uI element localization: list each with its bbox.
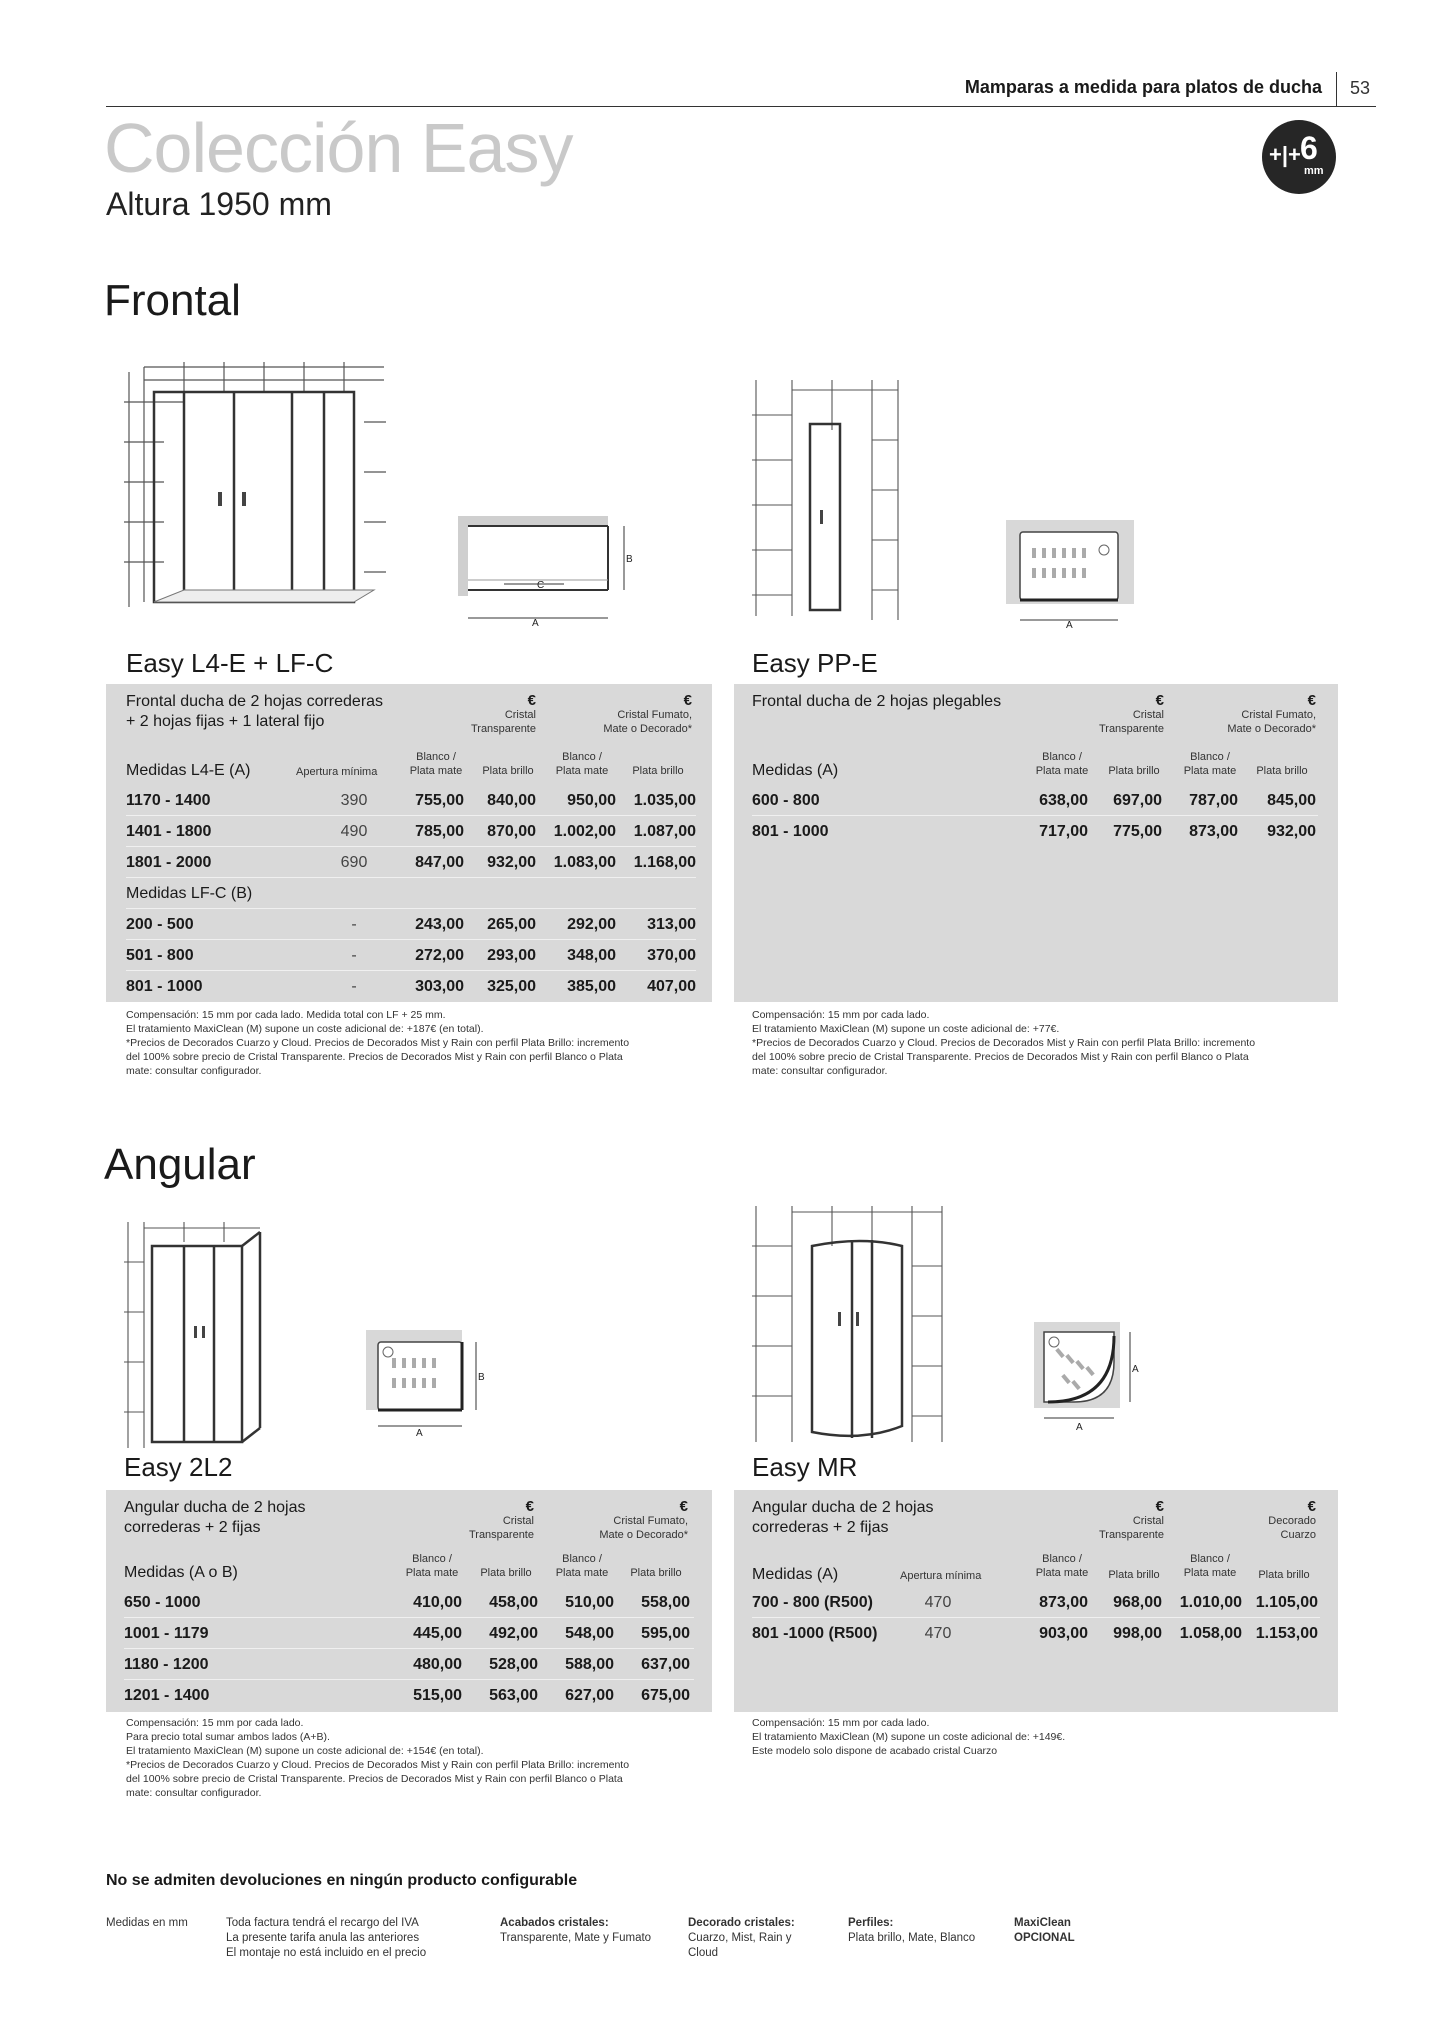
row-medida: 650 - 1000 — [124, 1594, 201, 1611]
row-price: 847,00 — [415, 854, 464, 871]
shower-2l2-illustration — [124, 1222, 264, 1452]
row-price: 697,00 — [1113, 792, 1162, 809]
row-price: 558,00 — [641, 1594, 690, 1611]
note-ppe: Compensación: 15 mm por cada lado. El tratamiento MaxiClean (M) supone un coste adicional de: +77€. *Precios de Decorados Cuarzo y Cloud. Precios de Decorados Mist y Rain con perfil Plata Brillo: incremento del 100% sobre precio de Cristal Transparente. Precios de Decorados Mist y Rain con perfil Blanco o Plata mate: consultar configurador. — [752, 1009, 1256, 1077]
sub-plata-brillo: Plata brillo — [1108, 765, 1160, 777]
sub-plata-brillo: Plata brillo — [1108, 1569, 1160, 1581]
row-price: 1.083,00 — [553, 854, 616, 871]
apertura-header: Apertura mínima — [296, 766, 378, 778]
sub-plata-brillo: Plata brillo — [480, 1567, 532, 1579]
row-price: 243,00 — [415, 916, 464, 933]
row-price: 717,00 — [1039, 823, 1088, 840]
row-price: 845,00 — [1267, 792, 1316, 809]
arrows-icon: +|+ — [1269, 142, 1301, 167]
row-apertura: - — [351, 947, 357, 964]
table-row — [124, 1681, 694, 1711]
shower-mr-illustration — [752, 1206, 946, 1446]
footer-maxiclean-value: OPCIONAL — [1014, 1932, 1075, 1944]
table-row — [126, 848, 696, 878]
sub-plata-brillo: Plata brillo — [1256, 765, 1308, 777]
section-frontal: Frontal — [104, 276, 241, 325]
sub-blanco-plata-mate: Blanco / Plata mate — [1035, 1553, 1089, 1579]
price-table-mr — [734, 1490, 1338, 1712]
row-medida: 801 - 1000 — [126, 978, 203, 995]
sub-blanco-plata-mate: Blanco / Plata mate — [555, 1553, 609, 1579]
row-price: 588,00 — [565, 1656, 614, 1673]
euro-symbol: € — [525, 1498, 534, 1515]
dim-a: A — [1076, 1422, 1083, 1433]
row-price: 1.058,00 — [1179, 1625, 1242, 1642]
footer-maxiclean — [1014, 1916, 1075, 1946]
product-title-ppe: Easy PP-E — [752, 648, 878, 678]
euro-symbol: € — [679, 1498, 688, 1515]
row-price: 480,00 — [413, 1656, 462, 1673]
row-price: 873,00 — [1189, 823, 1238, 840]
shower-ppe-plan — [1006, 520, 1138, 628]
footer-medidas: Medidas en mm — [106, 1917, 188, 1929]
table-row — [752, 1619, 1320, 1649]
col-cristal-fumato: Cristal Fumato, Mate o Decorado* — [599, 1515, 688, 1541]
row-apertura: - — [351, 916, 357, 933]
row-medida: 1001 - 1179 — [124, 1625, 209, 1642]
row-price: 313,00 — [647, 916, 696, 933]
sub-plata-brillo: Plata brillo — [1258, 1569, 1310, 1581]
row-price: 303,00 — [415, 978, 464, 995]
sub-blanco-plata-mate: Blanco / Plata mate — [555, 751, 609, 777]
row-medida: 801 - 1000 — [752, 823, 829, 840]
col-cristal-fumato: Cristal Fumato, Mate o Decorado* — [1227, 709, 1316, 735]
row-medida: 801 -1000 (R500) — [752, 1625, 878, 1642]
footer-acabados-title: Acabados cristales: — [500, 1917, 609, 1929]
footer-decorado-value: Cuarzo, Mist, Rain y Cloud — [688, 1932, 792, 1959]
row-price: 998,00 — [1113, 1625, 1162, 1642]
euro-symbol: € — [527, 692, 536, 709]
header-title: Mamparas a medida para platos de ducha — [964, 77, 1322, 97]
footer-maxiclean-title: MaxiClean — [1014, 1917, 1071, 1929]
sub-blanco-plata-mate: Blanco / Plata mate — [409, 751, 463, 777]
section-angular: Angular — [104, 1140, 256, 1189]
footer-acabados-value: Transparente, Mate y Fumato — [500, 1932, 652, 1944]
row-price: 968,00 — [1113, 1594, 1162, 1611]
sub-blanco-plata-mate: Blanco / Plata mate — [1183, 1553, 1237, 1579]
table-row — [126, 972, 696, 1002]
row-price: 1.153,00 — [1255, 1625, 1318, 1642]
table-description: Frontal ducha de 2 hojas correderas + 2 hojas fijas + 1 lateral fijo — [126, 693, 384, 730]
footer-iva: Toda factura tendrá el recargo del IVA La presente tarifa anula las anteriores El montaje no está incluido en el precio — [226, 1917, 427, 1959]
table-description: Angular ducha de 2 hojas correderas + 2 fijas — [124, 1499, 306, 1536]
row-price: 492,00 — [489, 1625, 538, 1642]
table-row — [752, 786, 1318, 816]
table-row — [126, 786, 696, 816]
dim-a: A — [1132, 1364, 1139, 1375]
row-apertura: 490 — [340, 823, 368, 840]
header-separator — [1336, 72, 1337, 106]
row-price: 410,00 — [413, 1594, 462, 1611]
footer-decorado-title: Decorado cristales: — [688, 1917, 795, 1929]
row-medida: 1170 - 1400 — [126, 792, 211, 809]
row-price: 445,00 — [413, 1625, 462, 1642]
row-apertura: 470 — [924, 1594, 952, 1611]
sub-blanco-plata-mate: Blanco / Plata mate — [1035, 751, 1089, 777]
note-2l2: Compensación: 15 mm por cada lado. Para precio total sumar ambos lados (A+B). El tratamiento MaxiClean (M) supone un coste adicional de: +154€ (en total). *Precios de Decorados Cuarzo y Cloud. Precios de Decorados Mist y Rain con perfil Plata Brillo: incremento del 100% sobre precio de Cristal Transparente. Precios de Decorados Mist y Rain con perfil Blanco o Plata mate: consultar configurador. — [126, 1717, 630, 1799]
product-title-mr: Easy MR — [752, 1452, 858, 1482]
no-returns-warning: No se admiten devoluciones en ningún producto configurable — [106, 1872, 578, 1889]
row-price: 870,00 — [487, 823, 536, 840]
euro-symbol: € — [1307, 692, 1316, 709]
collection-title: Colección Easy — [104, 109, 573, 187]
row-price: 787,00 — [1189, 792, 1238, 809]
table-row — [126, 879, 696, 909]
row-price: 272,00 — [415, 947, 464, 964]
euro-symbol: € — [1155, 1498, 1164, 1515]
row-price: 775,00 — [1113, 823, 1162, 840]
row-price: 932,00 — [1267, 823, 1316, 840]
row-price: 637,00 — [641, 1656, 690, 1673]
table-row — [124, 1619, 694, 1649]
price-table-l4e — [106, 684, 712, 1002]
row-apertura: - — [351, 978, 357, 995]
row-price: 1.035,00 — [633, 792, 696, 809]
row-price: 1.168,00 — [633, 854, 696, 871]
sub-plata-brillo: Plata brillo — [630, 1567, 682, 1579]
badge-unit: mm — [1304, 165, 1324, 177]
row-price: 515,00 — [413, 1687, 462, 1704]
row-apertura: 390 — [340, 792, 368, 809]
row-medida: 501 - 800 — [126, 947, 194, 964]
row-price: 932,00 — [487, 854, 536, 871]
shower-2l2-plan — [366, 1330, 486, 1436]
row-price: 370,00 — [647, 947, 696, 964]
col-cristal-transparente: Cristal Transparente — [1098, 709, 1164, 735]
sub-plata-brillo: Plata brillo — [632, 765, 684, 777]
row-price: 407,00 — [647, 978, 696, 995]
row-medida: 600 - 800 — [752, 792, 820, 809]
price-table-2l2 — [106, 1490, 712, 1712]
thickness-badge — [1262, 120, 1336, 194]
shower-l4e-plan — [454, 512, 634, 628]
medidas-b-header: Medidas LF-C (B) — [126, 885, 253, 902]
dim-a: A — [1066, 620, 1073, 628]
dim-a: A — [532, 618, 539, 628]
row-price: 1.002,00 — [553, 823, 616, 840]
table-description: Angular ducha de 2 hojas correderas + 2 fijas — [752, 1499, 934, 1536]
table-row — [126, 941, 696, 971]
dim-b: B — [626, 554, 633, 565]
badge-number: 6 — [1300, 130, 1318, 166]
header-rule — [106, 106, 1376, 107]
row-price: 873,00 — [1039, 1594, 1088, 1611]
euro-symbol: € — [683, 692, 692, 709]
footer-decorado — [688, 1916, 795, 1961]
row-price: 755,00 — [415, 792, 464, 809]
note-mr: Compensación: 15 mm por cada lado. El tratamiento MaxiClean (M) supone un coste adicional de: +149€. Este modelo solo dispone de acabado cristal Cuarzo — [752, 1717, 1066, 1757]
row-apertura: 690 — [340, 854, 368, 871]
row-price: 1.087,00 — [633, 823, 696, 840]
row-medida: 1801 - 2000 — [126, 854, 212, 871]
medidas-header: Medidas L4-E (A) — [126, 762, 251, 779]
row-price: 325,00 — [487, 978, 536, 995]
row-price: 1.010,00 — [1179, 1594, 1242, 1611]
row-price: 950,00 — [567, 792, 616, 809]
footer-perfiles — [848, 1916, 975, 1946]
apertura-header: Apertura mínima — [900, 1570, 982, 1582]
col-cristal-transparente: Cristal Transparente — [468, 1515, 534, 1541]
col-cristal-fumato: Cristal Fumato, Mate o Decorado* — [603, 709, 692, 735]
collection-subtitle: Altura 1950 mm — [106, 186, 332, 222]
row-price: 903,00 — [1039, 1625, 1088, 1642]
euro-symbol: € — [1155, 692, 1164, 709]
table-row — [126, 817, 696, 847]
price-table-ppe — [734, 684, 1338, 1002]
row-price: 548,00 — [565, 1625, 614, 1642]
row-price: 528,00 — [489, 1656, 538, 1673]
table-row — [752, 817, 1318, 847]
sub-blanco-plata-mate: Blanco / Plata mate — [1183, 751, 1237, 777]
row-apertura: 470 — [924, 1625, 952, 1642]
footer-perfiles-title: Perfiles: — [848, 1917, 894, 1929]
col-cristal-transparente: Cristal Transparente — [470, 709, 536, 735]
row-price: 595,00 — [641, 1625, 690, 1642]
dim-c: C — [537, 580, 545, 591]
shower-ppe-illustration — [752, 380, 902, 620]
table-description: Frontal ducha de 2 hojas plegables — [752, 693, 1002, 710]
dim-a: A — [416, 1428, 423, 1436]
col-decorado-cuarzo: Decorado Cuarzo — [1268, 1515, 1316, 1541]
row-price: 638,00 — [1039, 792, 1088, 809]
medidas-header: Medidas (A) — [752, 1566, 839, 1583]
row-price: 1.105,00 — [1255, 1594, 1318, 1611]
row-medida: 700 - 800 (R500) — [752, 1594, 873, 1611]
table-row — [124, 1588, 694, 1618]
medidas-header: Medidas (A o B) — [124, 1564, 238, 1581]
row-price: 840,00 — [487, 792, 536, 809]
product-title-2l2: Easy 2L2 — [124, 1452, 233, 1482]
row-price: 385,00 — [567, 978, 616, 995]
table-row — [126, 910, 696, 940]
row-price: 458,00 — [489, 1594, 538, 1611]
row-price: 510,00 — [565, 1594, 614, 1611]
sub-plata-brillo: Plata brillo — [482, 765, 534, 777]
row-price: 348,00 — [567, 947, 616, 964]
row-medida: 200 - 500 — [126, 916, 194, 933]
medidas-header: Medidas (A) — [752, 762, 839, 779]
row-medida: 1201 - 1400 — [124, 1687, 210, 1704]
row-medida: 1401 - 1800 — [126, 823, 212, 840]
footer-perfiles-value: Plata brillo, Mate, Blanco — [848, 1932, 976, 1944]
dim-b: B — [478, 1372, 485, 1383]
shower-mr-plan — [1034, 1322, 1144, 1438]
row-price: 785,00 — [415, 823, 464, 840]
table-row — [752, 1588, 1320, 1618]
footer-acabados — [500, 1916, 651, 1946]
euro-symbol: € — [1307, 1498, 1316, 1515]
shower-l4e-illustration — [124, 362, 392, 618]
col-cristal-transparente: Cristal Transparente — [1098, 1515, 1164, 1541]
table-row — [124, 1650, 694, 1680]
row-price: 675,00 — [641, 1687, 690, 1704]
row-price: 563,00 — [489, 1687, 538, 1704]
sub-blanco-plata-mate: Blanco / Plata mate — [405, 1553, 459, 1579]
row-medida: 1180 - 1200 — [124, 1656, 209, 1673]
product-title-l4e: Easy L4-E + LF-C — [126, 648, 334, 678]
row-price: 292,00 — [567, 916, 616, 933]
row-price: 627,00 — [565, 1687, 614, 1704]
note-l4e: Compensación: 15 mm por cada lado. Medida total con LF + 25 mm. El tratamiento MaxiClean (M) supone un coste adicional de: +187€ (en total). *Precios de Decorados Cuarzo y Cloud. Precios de Decorados Mist y Rain con perfil Plata Brillo: incremento del 100% sobre precio de Cristal Transparente. Precios de Decorados Mist y Rain con perfil Blanco o Plata mate: consultar configurador. — [126, 1009, 630, 1077]
row-price: 265,00 — [487, 916, 536, 933]
row-price: 293,00 — [487, 947, 536, 964]
page-number: 53 — [1350, 78, 1371, 98]
